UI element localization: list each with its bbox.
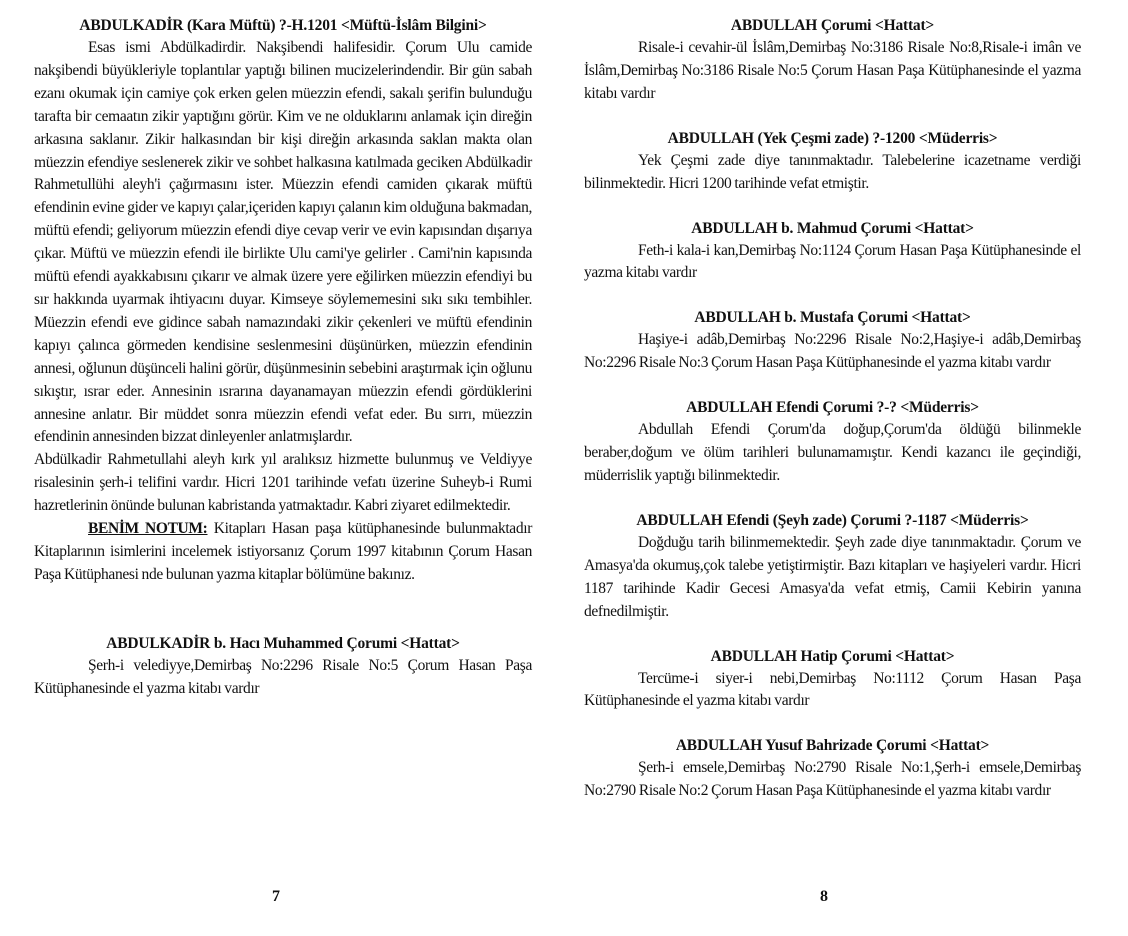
entry-heading: ABDULLAH Efendi (Şeyh zade) Çorumi ?-1187 <Müderris> — [636, 511, 1029, 529]
entry-abdullah-mustafa — [584, 306, 1081, 375]
entry-paragraph: Doğduğu tarih bilinmemektedir. Şeyh zade diye tanınmaktadır. Çorum ve Amasya'da okumuş,çok talebe yetiştirmiştir. Bazı kitapları ve haşiyeleri vardır. Hicri 1187 tarihinde Kadir Gecesi Amasya'da vefat etmiş, Camii Kebirin yanına defnedilmiştir. — [584, 533, 1081, 620]
entry-paragraph: Şerh-i velediyye,Demirbaş No:2296 Risale No:5 Çorum Hasan Paşa Kütüphanesinde el yazma kitabı vardır — [34, 656, 532, 697]
entry-abdullah-yusuf-bahrizade — [584, 734, 1081, 803]
entry-paragraph: Abdullah Efendi Çorum'da doğup,Çorum'da öldüğü bilinmekle beraber,doğum ve ölüm tarihleri bulunamamıştır. Kendi kazancı ile geçindiği, müderrislik yaptığı bilinmektedir. — [584, 421, 1081, 484]
entry-heading: ABDULLAH Yusuf Bahrizade Çorumi <Hattat> — [675, 737, 990, 755]
entry-abdulkadir-kara-muftu — [34, 14, 532, 587]
entry-heading: ABDULLAH (Yek Çeşmi zade) ?-1200 <Müderris> — [667, 129, 998, 147]
entry-paragraph: Feth-i kala-i kan,Demirbaş No:1124 Çorum Hasan Paşa Kütüphanesinde el yazma kitabı vardır — [584, 241, 1081, 282]
entry-heading: ABDULLAH Hatip Çorumi <Hattat> — [710, 647, 955, 665]
entry-abdullah-efendi — [584, 396, 1081, 488]
entry-paragraph: Tercüme-i siyer-i nebi,Demirbaş No:1112 Çorum Hasan Paşa Kütüphanesinde el yazma kitabı vardır — [584, 669, 1081, 710]
entry-heading: ABDULLAH Efendi Çorumi ?-? <Müderris> — [686, 399, 979, 417]
entry-paragraph: Haşiye-i adâb,Demirbaş No:2296 Risale No:2,Haşiye-i adâb,Demirbaş No:2296 Risale No:3 Çorum Hasan Paşa Kütüphanesinde el yazma kitabı vardır — [584, 331, 1081, 372]
entry-heading: ABDULLAH b. Mahmud Çorumi <Hattat> — [691, 219, 974, 237]
entry-paragraph: Risale-i cevahir-ül İslâm,Demirbaş No:3186 Risale No:8,Risale-i imân ve İslâm,Demirbaş No:3186 Risale No:5 Çorum Hasan Paşa Kütüphanesinde el yazma kitabı vardır — [584, 39, 1081, 102]
left-page — [34, 14, 532, 701]
right-page — [584, 14, 1081, 803]
page-number-left: 7 — [272, 888, 280, 905]
author-note — [34, 518, 532, 587]
entry-paragraph: Esas ismi Abdülkadirdir. Nakşibendi halifesidir. Çorum Ulu camide nakşibendi büyükleriyle toplantılar yaptığı bilinen mucizelerindendir. Bir gün sabah ezanı okumak için camiye çok erken gelen müezzin efendi, sakalı şerifin bulunduğu tarafta bir cemaatın zikir yaptığını görür. Kim ve ne olduklarını anlamak için direğin arkasına saklanır. Zikir halkasından bir kişi direğin arkasında saklan makta olan müezzin efendiye seslenerek zikir ve sohbet halkasına katılmada geciken Abdülkadir Rahmetullühi aleyh'i çağırmasını ister. Müezzin efendi camiden çıkarak müftü efendinin evine gider ve kapıyı çalar,içeriden kapıyı çalanın kim olduğuna bakmadan, müftü efendi; geliyorum müezzin efendi diye cevap verir ve evin kapısından dışarıya çıkar. Müftü ve müezzin efendi ile birlikte Ulu cami'ye gelirler . Cami'nin kapısında müftü efendi ayakkabısını çıkarır ve almak üzere yere eğilirken müezzin efendiyi bu sır hakkında uyarmak ihtiyacını duyar. Kimseye söylememesini sıkı sıkı tembihler. Müezzin efendi eve gidince sabah namazındaki zikir çekenleri ve müftü efendinin kapıyı çalınca görmeden kendisine seslenmesini düşünürken, müezzin efendinin annesi, oğlunun düşünceli halini görür, düşünmesinin sebebini araştırmak için oğlunu sıkıştır, ısrar eder. Annesinin ısrarına dayanamayan müezzin efendi gördüklerini annesine anlatır. Bir müddet sonra müezzin efendi vefat eder. Bu sırrı, müezzin efendinin annesinden bizzat dinleyenler anlatmışlardır. — [34, 39, 532, 446]
entry-abdullah-hatip — [584, 645, 1081, 714]
entry-paragraph: Şerh-i emsele,Demirbaş No:2790 Risale No:1,Şerh-i emsele,Demirbaş No:2790 Risale No:2 Çorum Hasan Paşa Kütüphanesinde el yazma kitabı vardır — [584, 759, 1081, 800]
entry-abdullah-yek-cesmi-zade — [584, 127, 1081, 196]
entry-abdullah-seyh-zade — [584, 509, 1081, 624]
page-number-right: 8 — [820, 888, 828, 905]
entry-heading: ABDULLAH Çorumi <Hattat> — [730, 17, 935, 34]
author-note-text: Kitapları Hasan paşa kütüphanesinde bulunmaktadır Kitaplarının isimlerini incelemek istiyorsanız Çorum 1997 kitabının Çorum Hasan Paşa Kütüphanesi nde bulunan yazma kitaplar bölümüne bakınız. — [34, 520, 533, 583]
entry-abdulkadir-haci-muhammed — [34, 632, 532, 701]
author-note-label: BENİM NOTUM: — [88, 520, 208, 538]
entry-paragraph: Yek Çeşmi zade diye tanınmaktadır. Talebelerine icazetname verdiği bilinmektedir. Hicri 1200 tarihinde vefat etmiştir. — [584, 151, 1081, 192]
entry-heading: ABDULKADİR (Kara Müftü) ?-H.1201 <Müftü-İslâm Bilgini> — [79, 17, 487, 34]
entry-abdullah-corumi — [584, 14, 1081, 106]
entry-heading: ABDULKADİR b. Hacı Muhammed Çorumi <Hattat> — [106, 634, 460, 652]
entry-heading: ABDULLAH b. Mustafa Çorumi <Hattat> — [694, 309, 971, 327]
entry-paragraph: Abdülkadir Rahmetullahi aleyh kırk yıl aralıksız hizmette bulunmuş ve Veldiyye risalesinin şerh-i telifini vardır. Hicri 1201 tarihinde vefatı üzerine Suheyb-i Rumi hazretlerinin önünde bulunan kabristanda yatmaktadır. Kabri ziyaret edilmektedir. — [34, 451, 532, 515]
entry-abdullah-mahmud — [584, 217, 1081, 286]
